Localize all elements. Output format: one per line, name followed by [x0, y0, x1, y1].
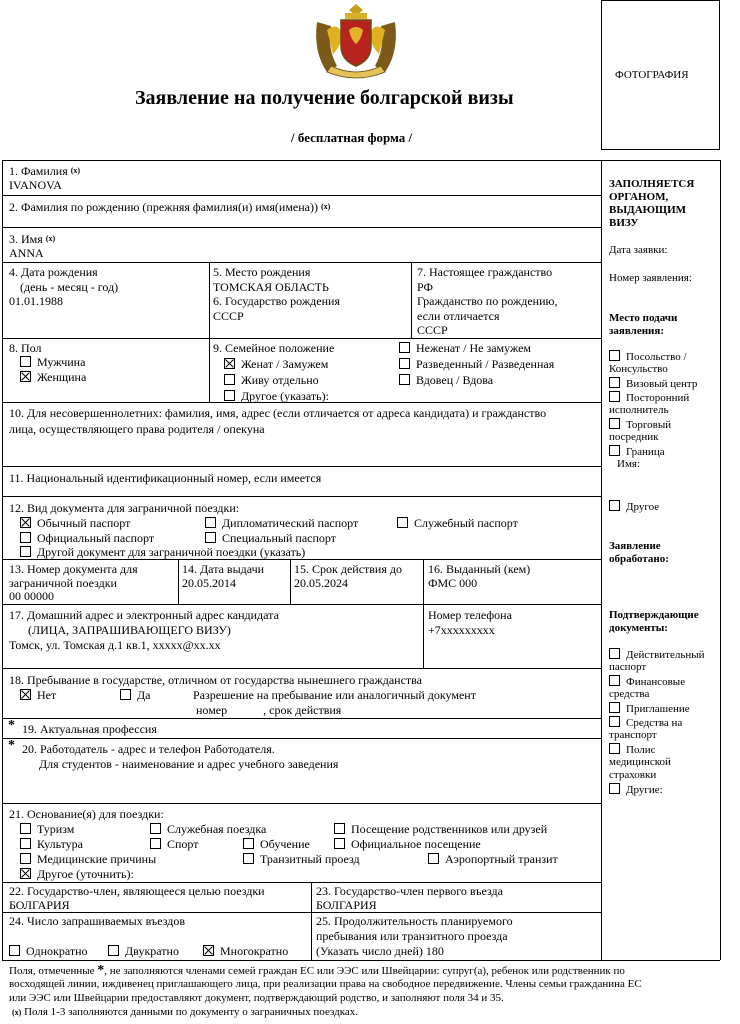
side-doc-insurance-label-2: медицинской	[609, 756, 671, 768]
side-doc-transport-label-2: транспорт	[609, 729, 657, 741]
purpose-airport-transit-option[interactable]: Аэропортный транзит	[428, 852, 558, 866]
footer-note-line-3: или ЭЭС или Швейцарии предоставляют документ, подтверждающий родство, и заполняют поля 34 и 35.	[9, 992, 504, 1004]
checkbox-icon[interactable]	[20, 853, 31, 864]
checkbox-icon[interactable]	[224, 390, 235, 401]
field-22-label: 22. Государство-член, являющееся целью поездки	[9, 884, 265, 898]
side-doc-funds-label-2: средства	[609, 688, 650, 700]
field-10-label-line-2: лица, осуществляющего права родителя / опекуна	[9, 422, 265, 436]
purpose-other-option[interactable]: Другое (уточнить):	[20, 867, 134, 881]
field-25-label-1: 25. Продолжительность планируемого	[316, 914, 513, 928]
side-doc-passport-option[interactable]: Действительный	[609, 648, 705, 662]
field-6-value[interactable]: СССР	[213, 309, 244, 323]
checkbox-icon[interactable]	[609, 350, 620, 361]
field-13-label-2: заграничной поездки	[9, 576, 117, 590]
gender-female-option[interactable]: Женщина	[20, 370, 86, 384]
field-7-value[interactable]: РФ	[417, 280, 433, 294]
field-5-label: 5. Место рождения	[213, 265, 311, 279]
checked-checkbox-icon[interactable]	[20, 517, 31, 528]
residence-permit-label: Разрешение на пребывание или аналогичный документ	[193, 688, 476, 702]
phone-value[interactable]: +7xxxxxxxxx	[428, 623, 495, 637]
side-heading-2: ОРГАНОМ,	[609, 191, 669, 203]
field-1-value[interactable]: IVANOVA	[9, 178, 62, 192]
field-8-label: 8. Пол	[9, 341, 42, 355]
residence-yes-option[interactable]: Да	[120, 688, 151, 702]
side-doc-passport-label-2: паспорт	[609, 661, 647, 673]
checked-checkbox-icon[interactable]	[203, 945, 214, 956]
gender-male-option[interactable]: Мужчина	[20, 355, 85, 369]
checkbox-icon[interactable]	[9, 945, 20, 956]
side-embassy-label-2: Консульство	[609, 363, 668, 375]
marital-other-option[interactable]: Другое (указать):	[224, 389, 329, 403]
checkbox-icon[interactable]	[399, 374, 410, 385]
checkbox-icon[interactable]	[20, 823, 31, 834]
field-14-value[interactable]: 20.05.2014	[182, 576, 236, 590]
checked-checkbox-icon[interactable]	[224, 358, 235, 369]
checkbox-icon[interactable]	[20, 532, 31, 543]
field-21-label: 21. Основание(я) для поездки:	[9, 807, 164, 821]
footer-note-line-1: Поля, отмеченные *, не заполняются членами семей граждан ЕС или ЭЭС или Швейцарии: супруг(а), ребенок или родственник по	[9, 963, 625, 978]
field-14-label: 14. Дата выдачи	[182, 562, 265, 576]
field-7-birth-value[interactable]: СССР	[417, 323, 448, 337]
checkbox-icon[interactable]	[609, 702, 620, 713]
purpose-medical-option[interactable]: Медицинские причины	[20, 852, 156, 866]
side-doc-other-option[interactable]: Другие:	[609, 783, 663, 797]
field-16-value[interactable]: ФМС 000	[428, 576, 478, 590]
phone-label: Номер телефона	[428, 608, 512, 622]
form-title: Заявление на получение болгарской визы	[135, 87, 514, 109]
field-7-label: 7. Настоящее гражданство	[417, 265, 553, 279]
purpose-tourism-option[interactable]: Туризм	[20, 822, 74, 836]
field-17-label-2: (ЛИЦА, ЗАПРАШИВАЮЩЕГО ВИЗУ)	[28, 623, 231, 637]
side-heading-3: ВЫДАЮЩИМ	[609, 204, 687, 216]
doc-diplomatic-passport-option[interactable]: Дипломатический паспорт	[205, 516, 358, 530]
field-12-label: 12. Вид документа для заграничной поездки:	[9, 501, 240, 515]
side-heading-4: ВИЗУ	[609, 217, 639, 229]
field-23-label: 23. Государство-член первого въезда	[316, 884, 503, 898]
side-doc-invitation-option[interactable]: Приглашение	[609, 702, 690, 716]
purpose-culture-option[interactable]: Культура	[20, 837, 83, 851]
checkbox-icon[interactable]	[150, 823, 161, 834]
side-docs-heading-2: документы:	[609, 622, 668, 634]
field-10-label-line-1: 10. Для несовершеннолетних: фамилия, имя, адрес (если отличается от адреса кандидата) и гражданство	[9, 406, 547, 420]
footer-note-line-2: восходящей линии, иждивенец приглашающего лица, при реализации права на свободное передвижение. Члены семьи гражданина ЕС	[9, 978, 642, 990]
field-4-hint: (день - месяц - год)	[20, 280, 119, 294]
field-4-value[interactable]: 01.01.1988	[9, 294, 63, 308]
entries-single-option[interactable]: Однократно	[9, 944, 88, 958]
photo-label: ФОТОГРАФИЯ	[615, 69, 689, 81]
coat-of-arms-emblem	[309, 2, 403, 82]
checkbox-icon[interactable]	[20, 356, 31, 367]
checkbox-icon[interactable]	[20, 838, 31, 849]
side-external-provider-label-2: исполнитель	[609, 404, 669, 416]
side-doc-insurance-option[interactable]: Полис	[609, 743, 656, 757]
side-intermediary-label-2: посредник	[609, 431, 659, 443]
checkbox-icon[interactable]	[20, 546, 31, 557]
field-15-label: 15. Срок действия до	[294, 562, 402, 576]
checkbox-icon[interactable]	[108, 945, 119, 956]
field-9-label: 9. Семейное положение	[213, 341, 335, 355]
field-22-value[interactable]: БОЛГАРИЯ	[9, 898, 70, 912]
checkbox-icon[interactable]	[150, 838, 161, 849]
field-6-label: 6. Государство рождения	[213, 294, 340, 308]
purpose-study-option[interactable]: Обучение	[243, 837, 310, 851]
marital-divorced-option[interactable]: Разведенный / Разведенная	[399, 357, 554, 371]
checked-checkbox-icon[interactable]	[20, 371, 31, 382]
checkbox-icon[interactable]	[205, 532, 216, 543]
checkbox-icon[interactable]	[428, 853, 439, 864]
purpose-official-option[interactable]: Официальное посещение	[334, 837, 481, 851]
marital-separated-option[interactable]: Живу отдельно	[224, 373, 319, 387]
checkbox-icon[interactable]	[609, 716, 620, 727]
field-19-star: *	[8, 718, 15, 733]
doc-other-option[interactable]: Другой документ для заграничной поездки (указать)	[20, 545, 305, 559]
side-external-provider-option[interactable]: Посторонний	[609, 391, 689, 405]
side-place-heading-1: Место подачи	[609, 312, 678, 324]
field-17-label-1: 17. Домашний адрес и электронный адрес кандидата	[9, 608, 279, 622]
side-number-label: Номер заявления:	[609, 272, 692, 284]
side-border-option[interactable]: Граница	[609, 445, 665, 459]
checkbox-icon[interactable]	[243, 853, 254, 864]
checkbox-icon[interactable]	[120, 689, 131, 700]
field-23-value[interactable]: БОЛГАРИЯ	[316, 898, 377, 912]
checked-checkbox-icon[interactable]	[20, 868, 31, 879]
field-7-birth-label-2: если отличается	[417, 309, 500, 323]
field-17-value[interactable]: Томск, ул. Томская д.1 кв.1, xxxxx@xx.xx	[9, 638, 221, 652]
field-7-birth-label-1: Гражданство по рождению,	[417, 294, 558, 308]
checked-checkbox-icon[interactable]	[20, 689, 31, 700]
side-date-label: Дата заявки:	[609, 244, 668, 256]
field-25-label-2: пребывания или транзитного проезда	[316, 929, 508, 943]
field-18-label: 18. Пребывание в государстве, отличном от государства нынешнего гражданства	[9, 673, 423, 687]
marital-widowed-option[interactable]: Вдовец / Вдова	[399, 373, 493, 387]
checkbox-icon[interactable]	[609, 445, 620, 456]
checkbox-icon[interactable]	[609, 648, 620, 659]
side-doc-funds-option[interactable]: Финансовые	[609, 675, 685, 689]
checkbox-icon[interactable]	[399, 358, 410, 369]
photo-box	[601, 0, 720, 150]
field-15-value[interactable]: 20.05.2024	[294, 576, 348, 590]
residence-permit-number-label: номер , срок действия	[196, 703, 342, 717]
marital-single-option[interactable]: Неженат / Не замужем	[399, 341, 531, 355]
side-doc-transport-option[interactable]: Средства на	[609, 716, 682, 730]
form-subtitle: / бесплатная форма /	[291, 130, 413, 145]
side-border-name-label: Имя:	[617, 458, 641, 470]
field-25-value[interactable]: (Указать число дней) 180	[316, 944, 444, 958]
purpose-sport-option[interactable]: Спорт	[150, 837, 199, 851]
field-13-label-1: 13. Номер документа для	[9, 562, 138, 576]
side-processed-heading-2: обработано:	[609, 553, 669, 565]
field-20-label-2: Для студентов - наименование и адрес учебного заведения	[39, 757, 339, 771]
side-docs-heading-1: Подтверждающие	[609, 609, 699, 621]
checkbox-icon[interactable]	[334, 838, 345, 849]
checkbox-icon[interactable]	[224, 374, 235, 385]
purpose-visit-option[interactable]: Посещение родственников или друзей	[334, 822, 547, 836]
field-4-label: 4. Дата рождения	[9, 265, 98, 279]
side-heading-1: ЗАПОЛНЯЕТСЯ	[609, 178, 695, 190]
field-3-label: 3. Имя $^{(x)}$	[9, 232, 56, 246]
purpose-transit-option[interactable]: Транзитный проезд	[243, 852, 360, 866]
checkbox-icon[interactable]	[334, 823, 345, 834]
checkbox-icon[interactable]	[205, 517, 216, 528]
entries-multiple-option[interactable]: Многократно	[203, 944, 288, 958]
checkbox-icon[interactable]	[243, 838, 254, 849]
field-13-value[interactable]: 00 00000	[9, 589, 54, 603]
field-2-label: 2. Фамилия по рождению (прежняя фамилия(и) имя(имена)) $^{(x)}$	[9, 200, 331, 214]
side-embassy-option[interactable]: Посольство /	[609, 350, 687, 364]
field-16-label: 16. Выданный (кем)	[428, 562, 531, 576]
field-3-value[interactable]: ANNA	[9, 246, 44, 260]
checkbox-icon[interactable]	[609, 500, 620, 511]
purpose-business-option[interactable]: Служебная поездка	[150, 822, 266, 836]
field-19-label: 19. Актуальная профессия	[22, 722, 157, 736]
checkbox-icon[interactable]	[609, 783, 620, 794]
checkbox-icon[interactable]	[609, 391, 620, 402]
checkbox-icon[interactable]	[609, 675, 620, 686]
field-20-label-1: 20. Работодатель - адрес и телефон Работодателя.	[22, 742, 275, 756]
side-intermediary-option[interactable]: Торговый	[609, 418, 671, 432]
doc-service-passport-option[interactable]: Служебный паспорт	[397, 516, 518, 530]
checkbox-icon[interactable]	[609, 418, 620, 429]
marital-married-option[interactable]: Женат / Замужем	[224, 357, 328, 371]
doc-ordinary-passport-option[interactable]: Обычный паспорт	[20, 516, 130, 530]
doc-special-passport-option[interactable]: Специальный паспорт	[205, 531, 336, 545]
entries-double-option[interactable]: Двукратно	[108, 944, 179, 958]
side-processed-heading-1: Заявление	[609, 540, 661, 552]
side-doc-insurance-label-3: страховки	[609, 769, 657, 781]
field-5-value[interactable]: ТОМСКАЯ ОБЛАСТЬ	[213, 280, 329, 294]
side-other-option[interactable]: Другое	[609, 500, 659, 514]
field-1-label: 1. Фамилия $^{(x)}$	[9, 164, 81, 178]
field-24-label: 24. Число запрашиваемых въездов	[9, 914, 186, 928]
checkbox-icon[interactable]	[399, 342, 410, 353]
field-11-label: 11. Национальный идентификационный номер, если имеется	[9, 471, 322, 485]
field-20-star: *	[8, 738, 15, 753]
doc-official-passport-option[interactable]: Официальный паспорт	[20, 531, 154, 545]
checkbox-icon[interactable]	[397, 517, 408, 528]
side-place-heading-2: заявления:	[609, 325, 665, 337]
checkbox-icon[interactable]	[609, 743, 620, 754]
side-visa-center-option[interactable]: Визовый центр	[609, 377, 697, 391]
checkbox-icon[interactable]	[609, 377, 620, 388]
footer-fields-note: $^{(x)}$ Поля 1-3 заполняются данными по документу о заграничных поездках.	[12, 1006, 359, 1018]
residence-no-option[interactable]: Нет	[20, 688, 56, 702]
